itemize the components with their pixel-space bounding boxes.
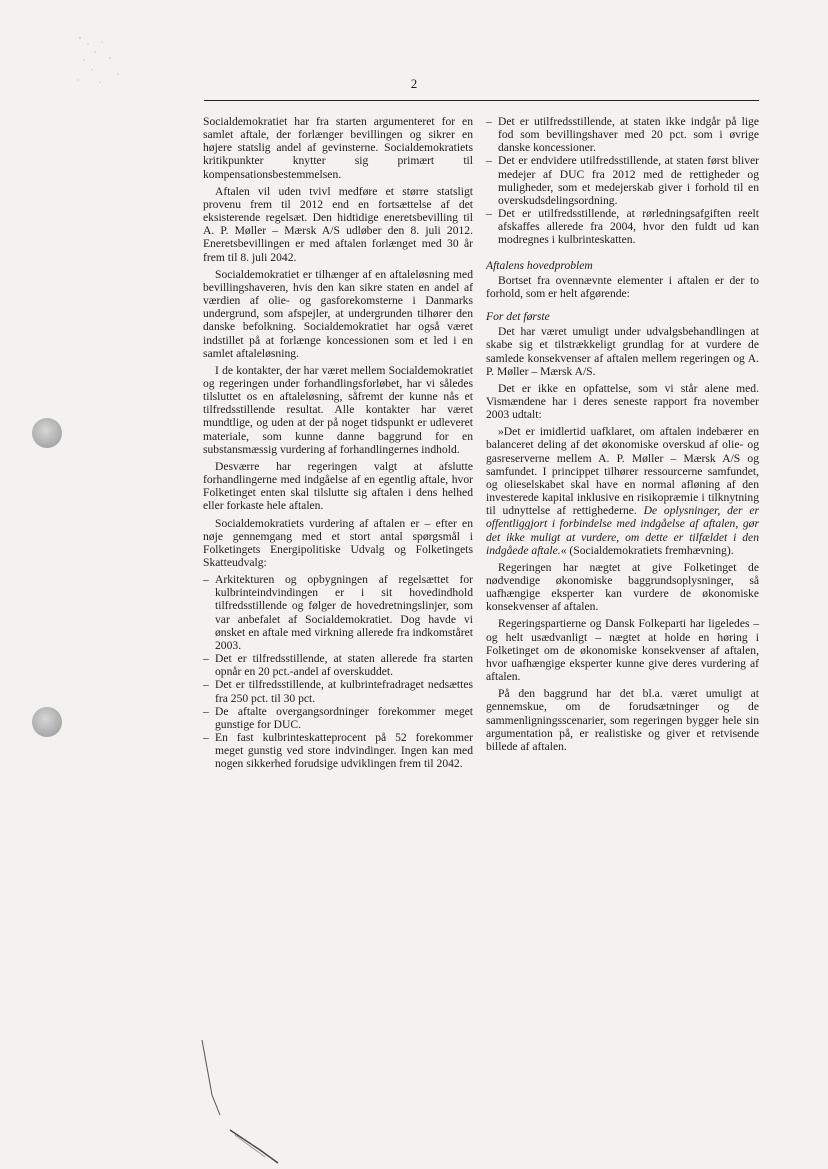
assessment-list (203, 573, 473, 770)
paragraph: Bortset fra ovennævnte elementer i aftalen er der to forhold, som er helt afgørende: (486, 273, 759, 300)
paragraph: Socialdemokratiet har fra starten argumenteret for en samlet aftale, der forlænger bevillingen og sikrer en højere statslig andel af gevinsterne. Socialdemokratiets kritikpunkter knytter sig primært til kompensationsbestemmelsen. (203, 115, 473, 181)
punch-hole-top (32, 418, 62, 448)
page-number: 2 (410, 76, 418, 91)
list-item-text: Det er endvidere utilfredsstillende, at staten først bliver medejer af DUC fra 2012 med de rettigheder og muligheder, som et medejerskab giver i forhold til en overskudsdelingsordning. (498, 154, 759, 207)
scan-scratch (190, 1035, 290, 1165)
list-item-text: Arkitekturen og opbygningen af regelsættet for kulbrinteindvindingen er i sit hovedindhold tilfredsstillende og følger de hovedretningslinjer, som var anbefalet af Socialdemokratiet. Dog havde vi ønsket en aftale med virkning allerede fra indkomståret 2003. (215, 573, 473, 652)
list-item: – Arkitekturen og opbygningen af regelsættet for kulbrinteindvindingen er i sit hovedindhold tilfredsstillende og følger de hovedretningslinjer, som var anbefalet af Socialdemokratiet. Dog havde vi ønsket en aftale med virkning allerede fra indkomståret 2003. (203, 573, 473, 652)
paragraph: Socialdemokratiets vurdering af aftalen er – efter en nøje gennemgang med et stort antal spørgsmål i Folketingets Energipolitiske Udvalg og Folketingets Skatteudvalg: (203, 516, 473, 569)
section-heading: For det første (486, 310, 550, 324)
criticism-list (486, 115, 759, 247)
list-item: – De aftalte overgangsordninger forekommer meget gunstige for DUC. (203, 704, 473, 731)
list-item: – Det er endvidere utilfredsstillende, at staten først bliver medejer af DUC fra 2012 med de rettigheder og muligheder, som et medejerskab giver i forhold til en overskudsdelingsordning. (486, 154, 759, 207)
paragraph: Aftalen vil uden tvivl medføre et større statsligt provenu frem til 2012 end en fortsættelse af det eksisterende regelsæt. Den hidtidige eneretsbevilling til A. P. Møller – Mærsk A/S udløber den 8. juli 2012. Eneretsbevillingen er med aftalen forlænget med 30 år frem til 8. juli 2042. (203, 184, 473, 264)
paragraph: Regeringen har nægtet at give Folketinget de nødvendige økonomiske baggrundsoplysninger, så uafhængige eksperter kan vurdere de økonomiske konsekvenser af aftalen. (486, 560, 759, 614)
header-rule (204, 100, 759, 101)
list-item-text: Det er tilfredsstillende, at kulbrintefradraget nedsættes fra 250 pct. til 30 pct. (215, 678, 473, 705)
paragraph: Desværre har regeringen valgt at afslutte forhandlingerne med indgåelse af en egentlig aftale, hvor Folketinget enten skal tilslutte sig aftalen i dens helhed eller forkaste hele aftalen. (203, 459, 473, 513)
paragraph: Socialdemokratiet er tilhænger af en aftaleløsning med bevillingshaveren, hvis den kan sikre staten en andel af værdien af olie- og gasforekomsterne i Danmarks undergrund, som afspejler, at undergrunden tilhører den danske befolkning. Socialdemokratiet har også været indstillet på at forlænge koncessionen som et led i en samlet aftaleløsning. (203, 267, 473, 360)
list-item: – Det er tilfredsstillende, at kulbrintefradraget nedsættes fra 250 pct. til 30 pct. (203, 678, 473, 705)
left-column (203, 115, 473, 775)
list-item-text: Det er utilfredsstillende, at staten ikke indgår på lige fod som bevillingshaver med 20 pct. som i øvrige danske koncessioner. (498, 115, 759, 155)
quote-paragraph (486, 425, 759, 557)
quote-emphasis: De oplysninger, der er offentliggjort i forbindelse med indgåelse af aftalen, gør det ikke muligt at vurdere, om dette er tilfældet i den indgåede aftale. (486, 504, 760, 557)
punch-hole-bottom (32, 707, 62, 737)
list-item: – Det er utilfredsstillende, at staten ikke indgår på lige fod som bevillingshaver med 20 pct. som i øvrige danske koncessioner. (486, 115, 759, 155)
right-column (486, 115, 759, 757)
paragraph: Det er ikke en opfattelse, som vi står alene med. Vismændene har i deres seneste rapport fra november 2003 udtalt: (486, 381, 759, 422)
paragraph: Regeringspartierne og Dansk Folkeparti har ligeledes – og helt usædvanligt – nægtet at holde en høring i Folketinget om de økonomiske konsekvenser af aftalen, hvor uafhængige eksperter kunne give deres vurdering af aftalen. (486, 617, 759, 684)
list-item: – En fast kulbrinteskatteprocent på 52 forekommer meget gunstig ved store indvindinger. Ingen kan med nogen sikkerhed forudsige udviklingen frem til 2042. (203, 731, 473, 771)
list-item-text: Det er tilfredsstillende, at staten allerede fra starten opnår en 20 pct.-andel af overskuddet. (215, 652, 473, 679)
section-heading: Aftalens hovedproblem (486, 258, 593, 272)
list-item-text: En fast kulbrinteskatteprocent på 52 forekommer meget gunstig ved store indvindinger. Ingen kan med nogen sikkerhed forudsige udviklingen frem til 2042. (215, 731, 473, 771)
list-item: – Det er tilfredsstillende, at staten allerede fra starten opnår en 20 pct.-andel af overskuddet. (203, 652, 473, 679)
list-item-text: Det er utilfredsstillende, at rørledningsafgiften reelt afskaffes allerede fra 2004, hvor den fuldt ud kan modregnes i kulbrinteskatten. (498, 207, 759, 247)
list-item: – Det er utilfredsstillende, at rørledningsafgiften reelt afskaffes allerede fra 2004, hvor den fuldt ud kan modregnes i kulbrinteskatten. (486, 207, 759, 247)
paragraph: På den baggrund har det bl.a. været umuligt at gennemskue, om de forudsætninger og de sammenligningsscenarier, som regeringen bygger hele sin argumentation på, er realistiske og giver et retvisende billede af aftalen. (486, 687, 759, 753)
quote-end: « (Socialdemokratiets fremhævning). (560, 543, 734, 557)
quote-text: »Det er imidlertid uafklaret, om aftalen indebærer en balanceret deling af det økonomiske overskud af olie- og gasreserverne mellem A. P. Møller – Mærsk A/S og samfundet. I princippet tilhører ressourcerne samfundet, og olieselskabet skal have en normal afløning af den investerede kapital inklusive en risikopræmie i tilknytning til udnyttelse af rettighederne. (486, 425, 759, 518)
paragraph: I de kontakter, der har været mellem Socialdemokratiet og regeringen under forhandlingsforløbet, har vi således tilsluttet os en aftaleløsning, såfremt der kunne nås et tilfredsstillende resultat. Alle kontakter har været mundtlige, og uden at der på noget tidspunkt er udleveret materiale, som kunne danne baggrund for en substansmæssig vurdering af forhandlingernes indhold. (203, 363, 473, 456)
paragraph: Det har været umuligt under udvalgsbehandlingen at skabe sig et tilstrækkeligt grundlag for at vurdere de samlede konsekvenser af aftalen mellem regeringen og A. P. Møller – Mærsk A/S. (486, 325, 759, 378)
list-item-text: De aftalte overgangsordninger forekommer meget gunstige for DUC. (215, 704, 473, 731)
